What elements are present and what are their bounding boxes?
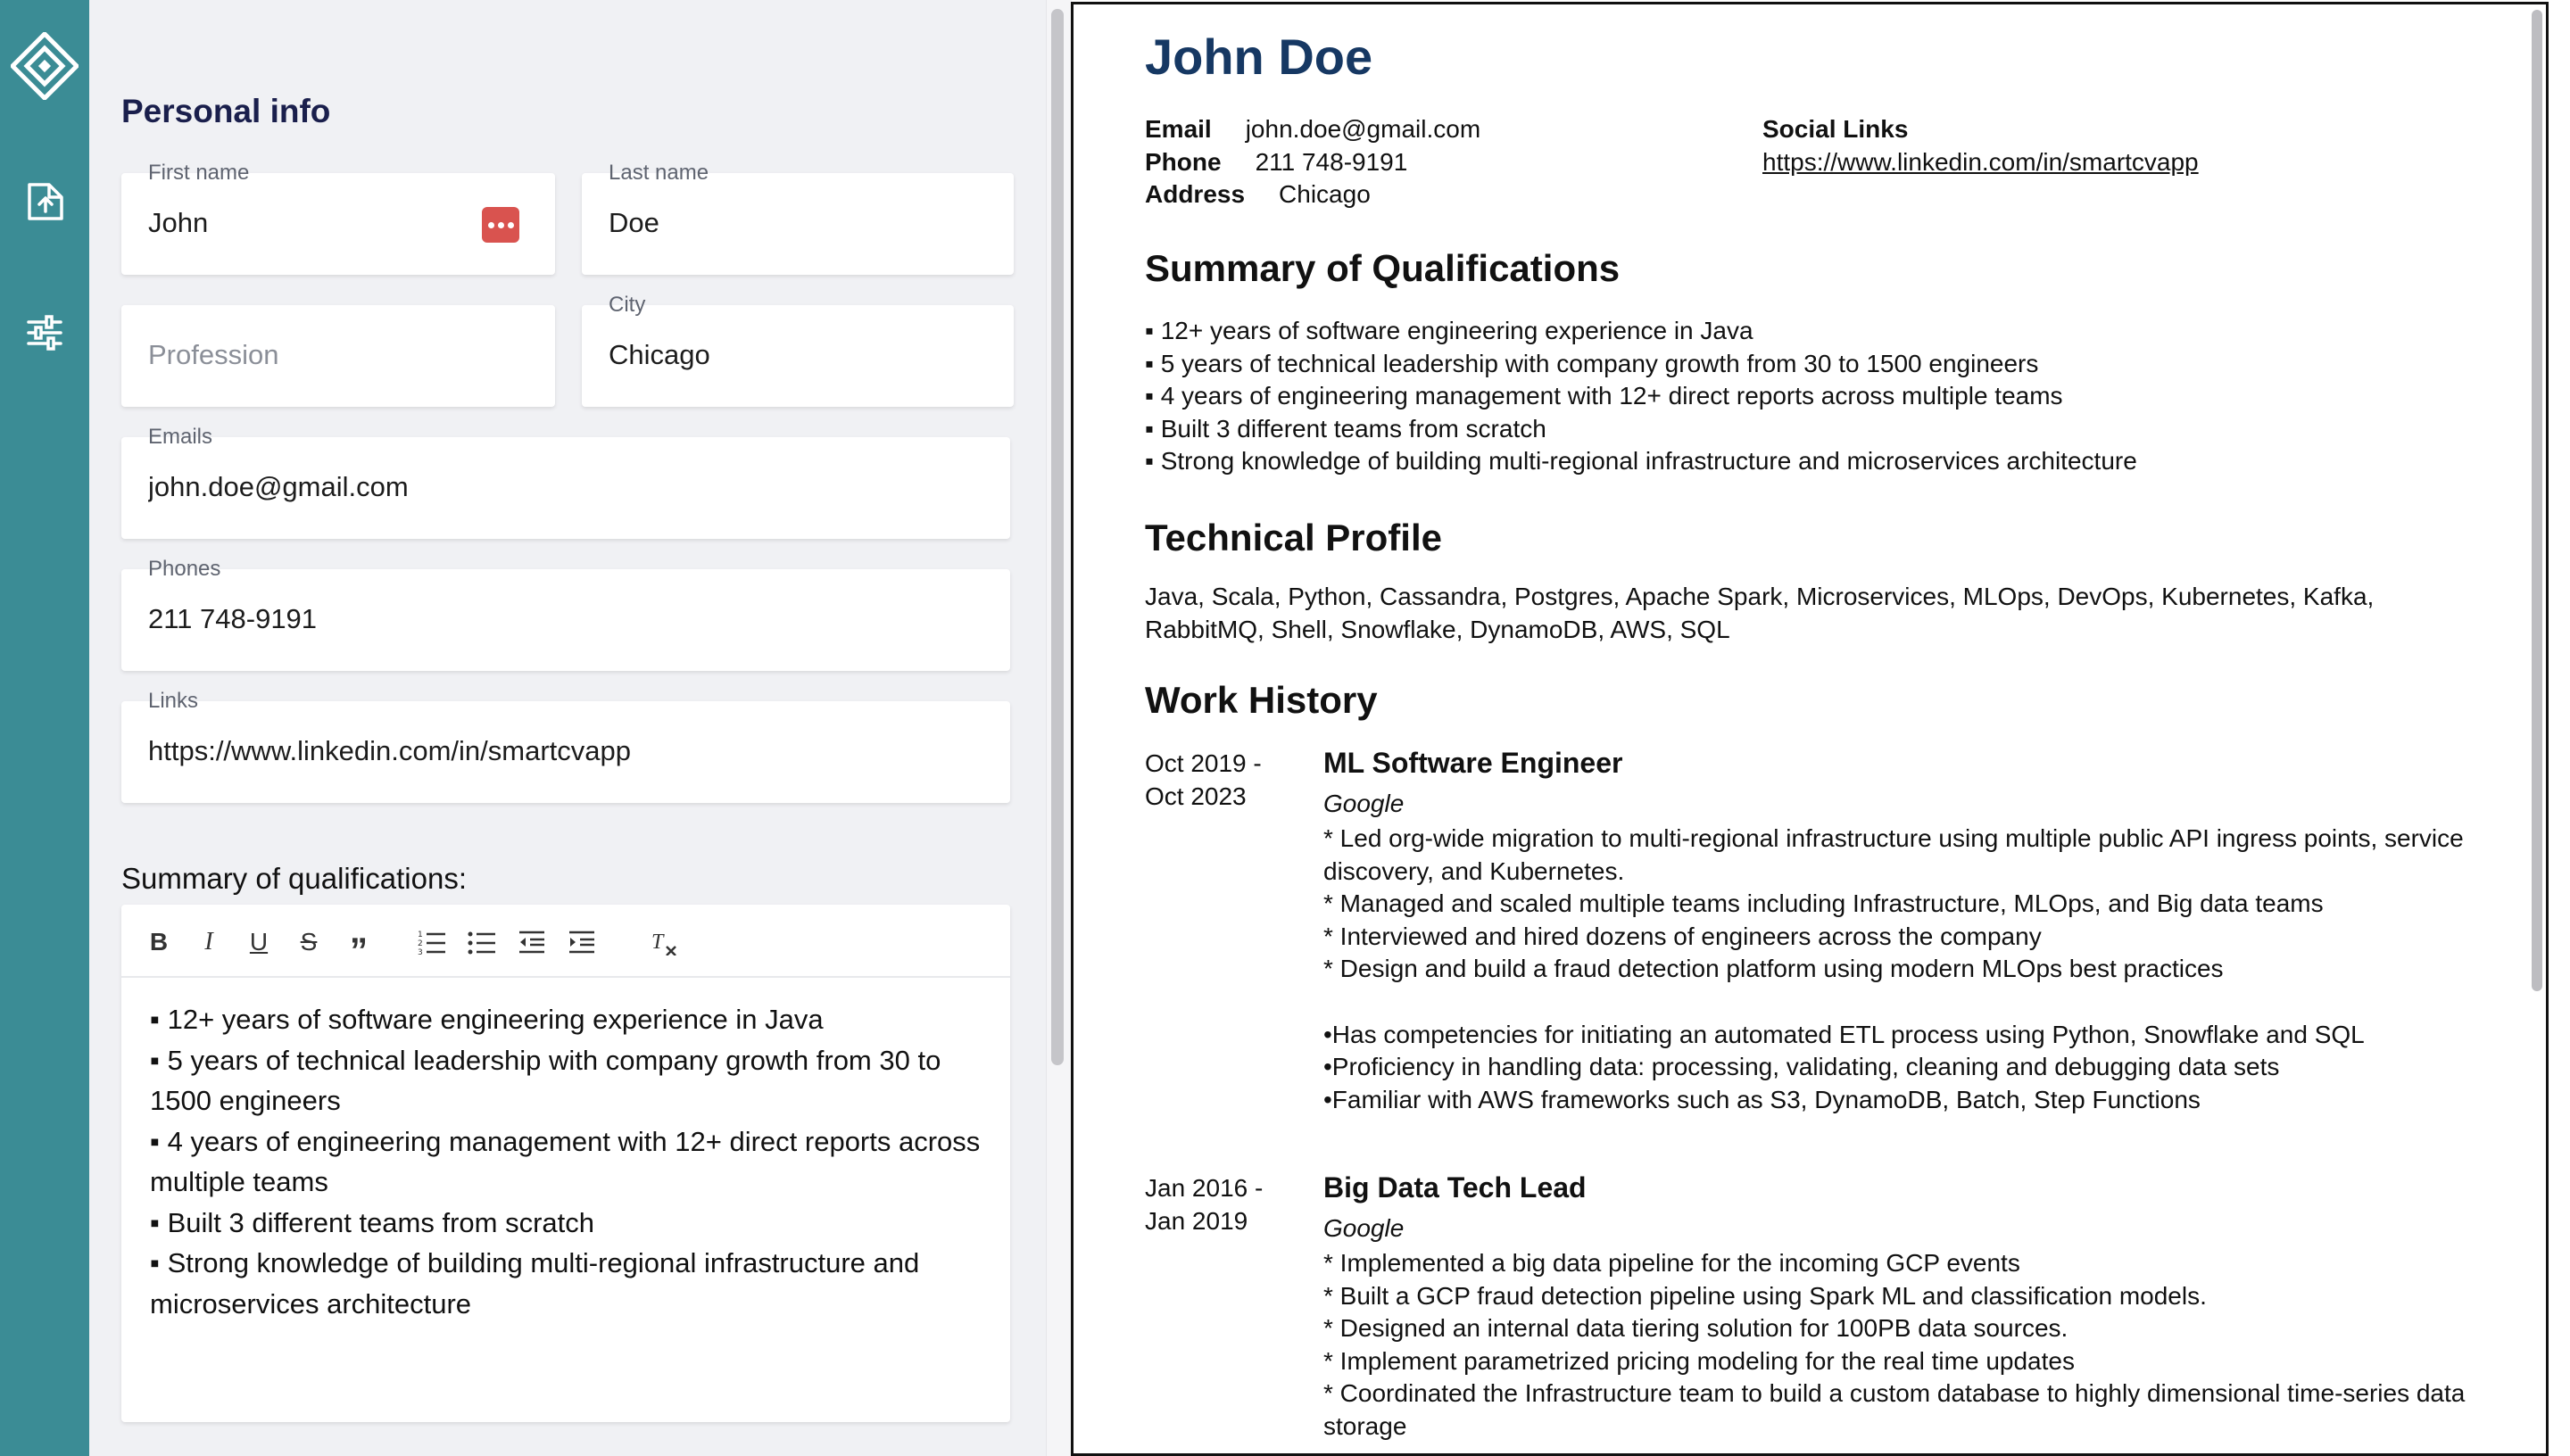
job-line: * Designed an internal data tiering solution for 100PB data sources. <box>1323 1314 2068 1343</box>
job-date-start: Jan 2016 - <box>1145 1174 1264 1202</box>
social-links-label: Social Links <box>1762 115 1909 143</box>
job-details <box>1323 747 2492 1116</box>
job-line: * Interviewed and hired dozens of engineers across the company <box>1323 922 2042 950</box>
resume-name: John Doe <box>1145 29 1373 85</box>
profession-field[interactable] <box>121 305 555 407</box>
job-line: •Proficiency in handling data: processing, validating, cleaning and debugging data sets <box>1323 1053 2280 1081</box>
address-label: Address <box>1145 180 1246 208</box>
resume-scrollbar-thumb[interactable] <box>2532 10 2542 991</box>
italic-icon[interactable]: I <box>204 928 213 956</box>
summary-line: ▪ 12+ years of software engineering experience in Java <box>150 1004 824 1035</box>
form-panel <box>89 0 1046 1456</box>
job-line: * Coordinated the Infrastructure team to build a custom database to highly dimensional time-series data storage <box>1323 1379 2466 1440</box>
technical-text: Java, Scala, Python, Cassandra, Postgres, Apache Spark, Microservices, MLOps, DevOps, Kubernetes, Kafka, RabbitMQ, Shell, Snowflake, DynamoDB, AWS, SQL <box>1145 583 2375 643</box>
summary-item: ▪ 5 years of technical leadership with company growth from 30 to 1500 engineers <box>1145 349 2039 377</box>
summary-editor-content[interactable] <box>150 999 983 1324</box>
first-name-value[interactable]: John <box>148 207 209 238</box>
technical-heading: Technical Profile <box>1145 517 1442 558</box>
phone-label: Phone <box>1145 148 1222 176</box>
email-value: john.doe@gmail.com <box>1245 115 1481 143</box>
phone-value: 211 748-9191 <box>1255 148 1408 176</box>
bullet-list-icon[interactable] <box>466 926 498 958</box>
summary-line: ▪ 5 years of technical leadership with company growth from 30 to 1500 engineers <box>150 1044 941 1116</box>
upload-icon <box>22 179 67 224</box>
job-details <box>1323 1171 2492 1444</box>
first-name-label: First name <box>148 161 250 185</box>
city-field[interactable] <box>582 293 1014 407</box>
editor-toolbar <box>121 905 1010 978</box>
job-date-end: Oct 2023 <box>1145 782 1247 810</box>
summary-label: Summary of qualifications: <box>121 862 467 895</box>
ordered-list-icon[interactable] <box>416 926 448 958</box>
job-date-start: Oct 2019 - <box>1145 749 1262 777</box>
job-line: •Familiar with AWS frameworks such as S3, DynamoDB, Batch, Step Functions <box>1323 1085 2201 1113</box>
contact-address <box>1145 180 1371 209</box>
job-dates <box>1145 747 1306 813</box>
emails-value[interactable]: john.doe@gmail.com <box>148 471 409 502</box>
summary-editor[interactable] <box>121 905 1010 1422</box>
job-company: Google <box>1323 790 1405 817</box>
work-heading: Work History <box>1145 679 1378 721</box>
phones-value[interactable]: 211 748-9191 <box>148 603 318 634</box>
job-line: * Design and build a fraud detection platform using modern MLOps best practices <box>1323 955 2224 983</box>
settings-button[interactable] <box>20 308 70 358</box>
summary-item: ▪ Built 3 different teams from scratch <box>1145 414 1546 443</box>
sliders-icon <box>25 313 64 352</box>
summary-line: ▪ Strong knowledge of building multi-regional infrastructure and microservices architecture <box>150 1247 920 1320</box>
summary-heading: Summary of Qualifications <box>1145 247 1621 289</box>
address-value: Chicago <box>1279 180 1371 208</box>
last-name-field[interactable] <box>582 161 1014 275</box>
social-link[interactable]: https://www.linkedin.com/in/smartcvapp <box>1762 148 2199 176</box>
strikethrough-icon[interactable]: S <box>300 928 318 956</box>
app-logo-icon[interactable] <box>11 32 79 100</box>
summary-item: ▪ Strong knowledge of building multi-regional infrastructure and microservices architecture <box>1145 447 2137 476</box>
job-dates <box>1145 1171 1306 1237</box>
indent-icon[interactable] <box>566 926 598 958</box>
summary-line: ▪ Built 3 different teams from scratch <box>150 1206 594 1238</box>
job-company: Google <box>1323 1214 1405 1242</box>
last-name-label: Last name <box>609 161 709 185</box>
links-value[interactable]: https://www.linkedin.com/in/smartcvapp <box>148 735 631 766</box>
summary-item: ▪ 12+ years of software engineering experience in Java <box>1145 317 1753 344</box>
emails-label: Emails <box>148 425 213 449</box>
outdent-icon[interactable] <box>516 926 548 958</box>
svg-text:2: 2 <box>418 939 423 948</box>
job-line: * Built a GCP fraud detection pipeline using Spark ML and classification models. <box>1323 1281 2207 1310</box>
clear-format-icon[interactable] <box>648 926 680 958</box>
form-scrollbar-thumb[interactable] <box>1051 9 1064 1065</box>
job-date-end: Jan 2019 <box>1145 1207 1248 1235</box>
app-sidebar <box>0 0 89 1456</box>
password-manager-icon[interactable] <box>482 207 519 243</box>
job-title: ML Software Engineer <box>1323 747 1623 779</box>
job-line: * Implement parametrized pricing modeling for the real time updates <box>1323 1346 2075 1375</box>
summary-list <box>1145 315 2137 478</box>
upload-button[interactable] <box>20 177 70 227</box>
job-line: •Has competencies for initiating an automated ETL process using Python, Snowflake and SQL <box>1323 1020 2365 1048</box>
last-name-value[interactable]: Doe <box>609 207 659 238</box>
summary-line: ▪ 4 years of engineering management with 12+ direct reports across multiple teams <box>150 1125 981 1197</box>
job-line: * Implemented a big data pipeline for the incoming GCP events <box>1323 1249 2020 1277</box>
first-name-field[interactable] <box>121 161 555 275</box>
job-line: * Led org-wide migration to multi-regional infrastructure using multiple public API ingress points, service discovery, and Kubernetes. <box>1323 824 2464 885</box>
summary-item: ▪ 4 years of engineering management with 12+ direct reports across multiple teams <box>1145 382 2063 410</box>
section-title: Personal info <box>121 93 331 129</box>
job-line: * Managed and scaled multiple teams including Infrastructure, MLOps, and Big data teams <box>1323 889 2324 918</box>
social-link-item <box>1762 148 2199 177</box>
svg-text:3: 3 <box>418 948 423 956</box>
city-label: City <box>609 293 646 317</box>
contact-phone <box>1145 148 1407 177</box>
email-label: Email <box>1145 115 1212 143</box>
phones-label: Phones <box>148 557 221 581</box>
city-value[interactable]: Chicago <box>609 339 710 370</box>
underline-icon[interactable]: U <box>249 928 269 956</box>
blockquote-icon[interactable]: ” <box>350 931 368 971</box>
svg-text:T: T <box>651 931 664 954</box>
emails-field[interactable] <box>121 425 1010 539</box>
job-spacer <box>1323 986 2492 1019</box>
links-label: Links <box>148 689 199 713</box>
svg-text:1: 1 <box>418 931 423 939</box>
bold-icon[interactable]: B <box>149 928 169 956</box>
job-title: Big Data Tech Lead <box>1323 1171 1587 1204</box>
profession-placeholder[interactable]: Profession <box>148 339 279 370</box>
resume-preview <box>1071 2 2549 1456</box>
phones-field[interactable] <box>121 557 1010 671</box>
links-field[interactable] <box>121 689 1010 803</box>
contact-email <box>1145 115 1480 144</box>
